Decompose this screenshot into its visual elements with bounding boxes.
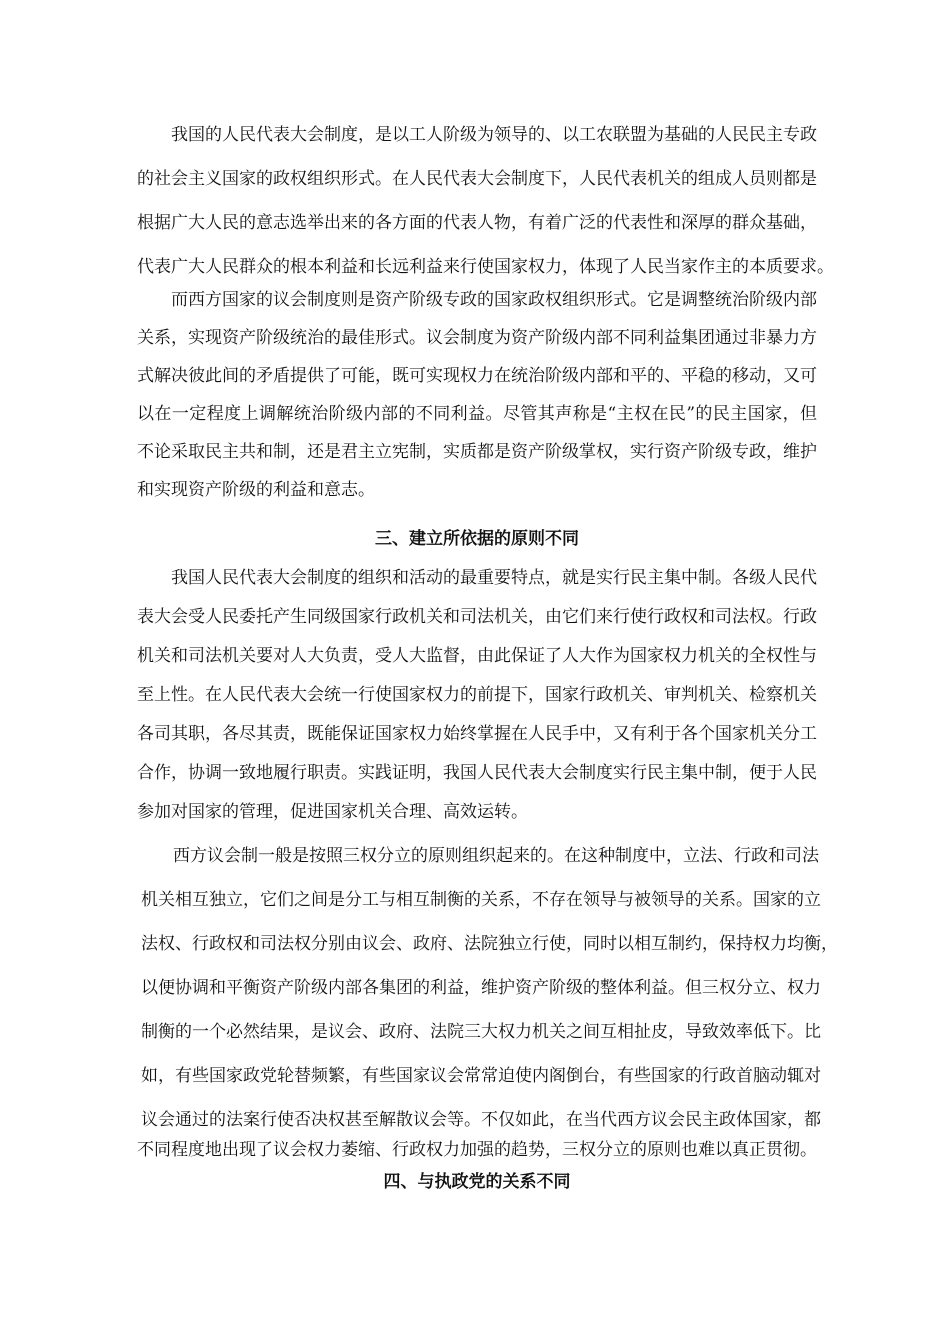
paragraph-line: 制衡的一个必然结果，是议会、政府、法院三大权力机关之间互相扯皮，导致效率低下。比 bbox=[141, 1022, 821, 1042]
paragraph-line: 法权、行政权和司法权分别由议会、政府、法院独立行使，同时以相互制约，保持权力均衡， bbox=[141, 934, 838, 954]
paragraph-line: 代表广大人民群众的根本利益和长远利益来行使国家权力，体现了人民当家作主的本质要求。 bbox=[137, 257, 834, 277]
section-heading: 三、建立所依据的原则不同 bbox=[375, 529, 579, 549]
paragraph-line: 机关和司法机关要对人大负责，受人大监督，由此保证了人大作为国家权力机关的全权性与 bbox=[137, 646, 817, 666]
paragraph-line: 根据广大人民的意志选举出来的各方面的代表人物，有着广泛的代表性和深厚的群众基础， bbox=[137, 213, 817, 233]
paragraph-line: 以便协调和平衡资产阶级内部各集团的利益，维护资产阶级的整体利益。但三权分立、权力 bbox=[141, 978, 821, 998]
paragraph-line: 西方议会制一般是按照三权分立的原则组织起来的。在这种制度中，立法、行政和司法 bbox=[173, 846, 819, 866]
paragraph-line: 表大会受人民委托产生同级国家行政机关和司法机关，由它们来行使行政权和司法权。行政 bbox=[137, 607, 817, 627]
paragraph-line: 式解决彼此间的矛盾提供了可能，既可实现权力在统治阶级内部和平的、平稳的移动，又可 bbox=[137, 366, 817, 386]
paragraph-line: 合作，协调一致地履行职责。实践证明，我国人民代表大会制度实行民主集中制，便于人民 bbox=[137, 763, 817, 783]
paragraph-line: 我国人民代表大会制度的组织和活动的最重要特点，就是实行民主集中制。各级人民代 bbox=[171, 568, 817, 588]
section-heading: 四、与执政党的关系不同 bbox=[383, 1172, 571, 1192]
paragraph-line: 至上性。在人民代表大会统一行使国家权力的前提下，国家行政机关、审判机关、检察机关 bbox=[137, 685, 817, 705]
paragraph-line: 议会通过的法案行使否决权甚至解散议会等。不仅如此，在当代西方议会民主政体国家，都 bbox=[141, 1110, 821, 1130]
paragraph-line: 以在一定程度上调解统治阶级内部的不同利益。尽管其声称是“主权在民”的民主国家，但 bbox=[137, 404, 817, 424]
paragraph-line: 参加对国家的管理，促进国家机关合理、高效运转。 bbox=[137, 802, 528, 822]
paragraph-line: 我国的人民代表大会制度，是以工人阶级为领导的、以工农联盟为基础的人民民主专政 bbox=[171, 125, 817, 145]
paragraph-line: 和实现资产阶级的利益和意志。 bbox=[137, 480, 375, 500]
paragraph-line: 如，有些国家政党轮替频繁，有些国家议会常常迫使内阁倒台，有些国家的行政首脑动辄对 bbox=[141, 1066, 821, 1086]
paragraph-line: 的社会主义国家的政权组织形式。在人民代表大会制度下，人民代表机关的组成人员则都是 bbox=[137, 169, 817, 189]
paragraph-line: 各司其职，各尽其责，既能保证国家权力始终掌握在人民手中，又有利于各个国家机关分工 bbox=[137, 724, 817, 744]
paragraph-line: 不论采取民主共和制，还是君主立宪制，实质都是资产阶级掌权，实行资产阶级专政，维护 bbox=[137, 442, 817, 462]
paragraph-line: 不同程度地出现了议会权力萎缩、行政权力加强的趋势，三权分立的原则也难以真正贯彻。 bbox=[137, 1140, 817, 1160]
paragraph-line: 机关相互独立，它们之间是分工与相互制衡的关系，不存在领导与被领导的关系。国家的立 bbox=[141, 890, 821, 910]
paragraph-line: 关系，实现资产阶级统治的最佳形式。议会制度为资产阶级内部不同利益集团通过非暴力方 bbox=[137, 328, 817, 348]
paragraph-line: 而西方国家的议会制度则是资产阶级专政的国家政权组织形式。它是调整统治阶级内部 bbox=[171, 290, 817, 310]
